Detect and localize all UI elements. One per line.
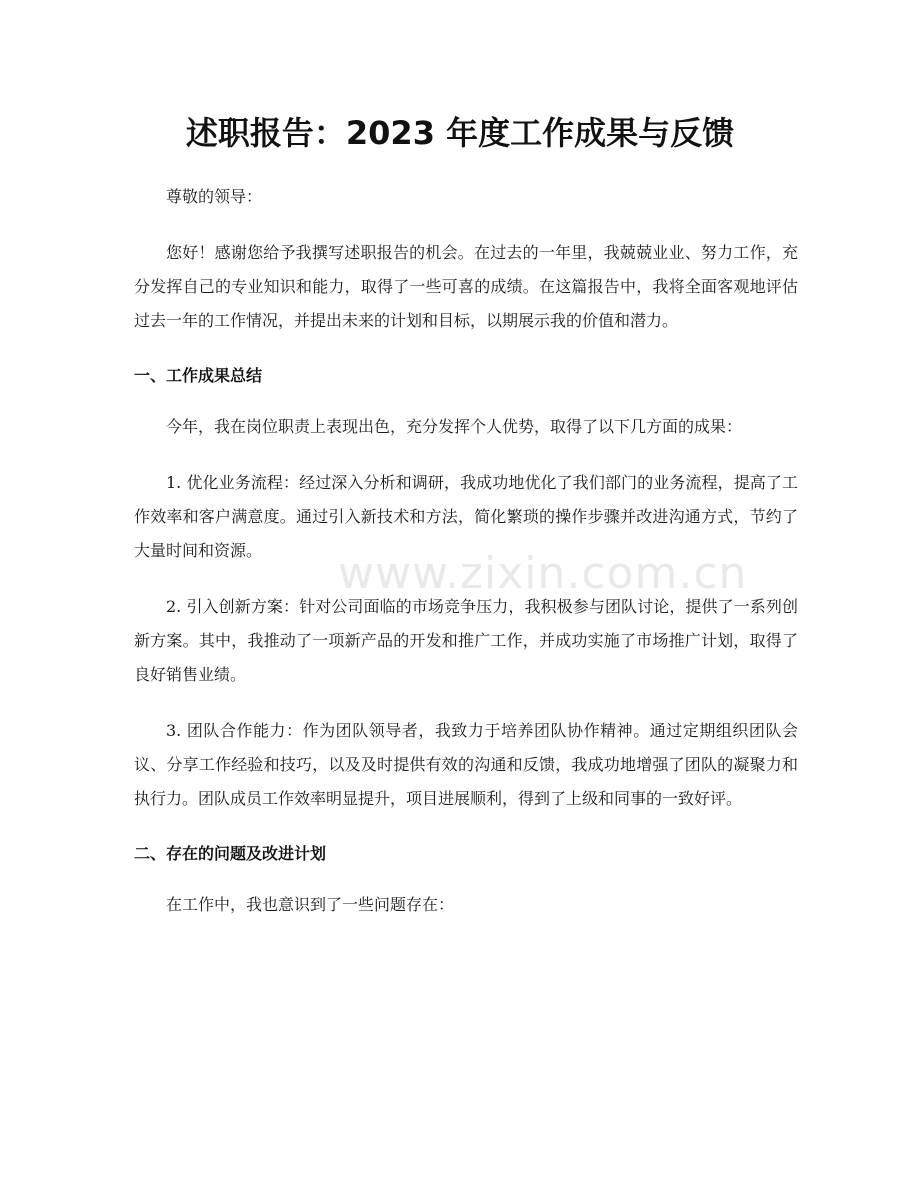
salutation: 尊敬的领导： [166,187,263,206]
document-title: 述职报告：2023 年度工作成果与反馈 [185,114,735,152]
document-body [134,180,798,944]
achievement-item-1: 1. 优化业务流程：经过深入分析和调研，我成功地优化了我们部门的业务流程，提高了工作效率和客户满意度。通过引入新技术和方法，简化繁琐的操作步骤并改进沟通方式，节约了大量时间和资源。 [134,473,798,560]
intro-paragraph: 您好！感谢您给予我撰写述职报告的机会。在过去的一年里，我兢兢业业、努力工作，充分发挥自己的专业知识和能力，取得了一些可喜的成绩。在这篇报告中，我将全面客观地评估过去一年的工作情况，并提出未来的计划和目标，以期展示我的价值和潜力。 [134,243,798,330]
achievements-lead: 今年，我在岗位职责上表现出色，充分发挥个人优势，取得了以下几方面的成果： [166,417,743,436]
achievement-item-2: 2. 引入创新方案：针对公司面临的市场竞争压力，我积极参与团队讨论，提供了一系列创新方案。其中，我推动了一项新产品的开发和推广工作，并成功实施了市场推广计划，取得了良好销售业绩。 [134,597,798,684]
watermark: www.zixin.com.cn [338,548,748,599]
section-heading-achievements: 一、工作成果总结 [134,366,263,385]
section-heading-issues: 二、存在的问题及改进计划 [134,844,327,863]
issues-lead: 在工作中，我也意识到了一些问题存在： [166,895,455,914]
achievement-item-3: 3. 团队合作能力：作为团队领导者，我致力于培养团队协作精神。通过定期组织团队会议、分享工作经验和技巧，以及及时提供有效的沟通和反馈，我成功地增强了团队的凝聚力和执行力。团队成员工作效率明显提升，项目进展顺利，得到了上级和同事的一致好评。 [134,721,798,808]
